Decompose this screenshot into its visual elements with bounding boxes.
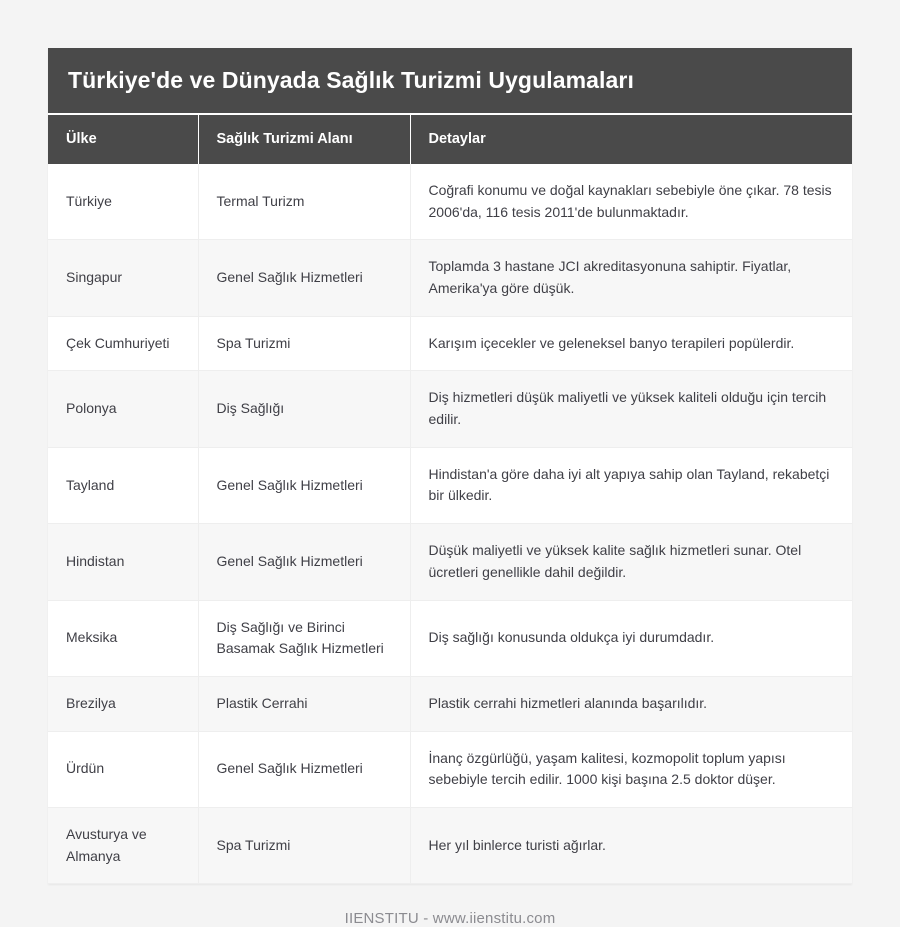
cell-area: Genel Sağlık Hizmetleri [198, 524, 410, 600]
table-header [48, 48, 852, 164]
cell-country: Meksika [48, 600, 198, 676]
cell-details: Hindistan'a göre daha iyi alt yapıya sahip olan Tayland, rekabetçi bir ülkedir. [410, 447, 852, 523]
table-row [48, 164, 852, 240]
page-title: Türkiye'de ve Dünyada Sağlık Turizmi Uygulamaları [48, 48, 852, 114]
cell-details: Diş hizmetleri düşük maliyetli ve yüksek kaliteli olduğu için tercih edilir. [410, 371, 852, 447]
table-row [48, 600, 852, 676]
cell-country: Çek Cumhuriyeti [48, 316, 198, 371]
cell-details: Coğrafi konumu ve doğal kaynakları sebebiyle öne çıkar. 78 tesis 2006'da, 116 tesis 2011'de bulunmaktadır. [410, 164, 852, 240]
table-body [48, 164, 852, 884]
cell-details: Düşük maliyetli ve yüksek kalite sağlık hizmetleri sunar. Otel ücretleri genellikle dahil değildir. [410, 524, 852, 600]
cell-details: Diş sağlığı konusunda oldukça iyi durumdadır. [410, 600, 852, 676]
cell-details: Toplamda 3 hastane JCI akreditasyonuna sahiptir. Fiyatlar, Amerika'ya göre düşük. [410, 240, 852, 316]
column-header-area[interactable]: Sağlık Turizmi Alanı [198, 114, 410, 164]
cell-country: Tayland [48, 447, 198, 523]
column-header-row [48, 114, 852, 164]
table-row [48, 316, 852, 371]
cell-details: İnanç özgürlüğü, yaşam kalitesi, kozmopolit toplum yapısı sebebiyle tercih edilir. 1000 kişi başına 2.5 doktor düşer. [410, 731, 852, 807]
footer-credit: IIENSTITU - www.iienstitu.com [344, 910, 556, 927]
cell-area: Termal Turizm [198, 164, 410, 240]
column-header-details[interactable]: Detaylar [410, 114, 852, 164]
cell-area: Genel Sağlık Hizmetleri [198, 731, 410, 807]
column-header-country[interactable]: Ülke [48, 114, 198, 164]
cell-area: Diş Sağlığı ve Birinci Basamak Sağlık Hizmetleri [198, 600, 410, 676]
cell-details: Karışım içecekler ve geleneksel banyo terapileri popülerdir. [410, 316, 852, 371]
title-row [48, 48, 852, 114]
table-row [48, 524, 852, 600]
table-row [48, 731, 852, 807]
cell-country: Singapur [48, 240, 198, 316]
cell-area: Genel Sağlık Hizmetleri [198, 447, 410, 523]
cell-area: Spa Turizmi [198, 316, 410, 371]
table-row [48, 240, 852, 316]
cell-area: Spa Turizmi [198, 807, 410, 883]
cell-country: Polonya [48, 371, 198, 447]
health-tourism-table [48, 48, 852, 884]
table-row [48, 371, 852, 447]
cell-details: Her yıl binlerce turisti ağırlar. [410, 807, 852, 883]
cell-country: Avusturya ve Almanya [48, 807, 198, 883]
cell-country: Hindistan [48, 524, 198, 600]
cell-country: Türkiye [48, 164, 198, 240]
table-row [48, 447, 852, 523]
table-row [48, 676, 852, 731]
cell-area: Genel Sağlık Hizmetleri [198, 240, 410, 316]
table-row [48, 807, 852, 883]
cell-country: Ürdün [48, 731, 198, 807]
cell-country: Brezilya [48, 676, 198, 731]
cell-area: Diş Sağlığı [198, 371, 410, 447]
cell-area: Plastik Cerrahi [198, 676, 410, 731]
cell-details: Plastik cerrahi hizmetleri alanında başarılıdır. [410, 676, 852, 731]
